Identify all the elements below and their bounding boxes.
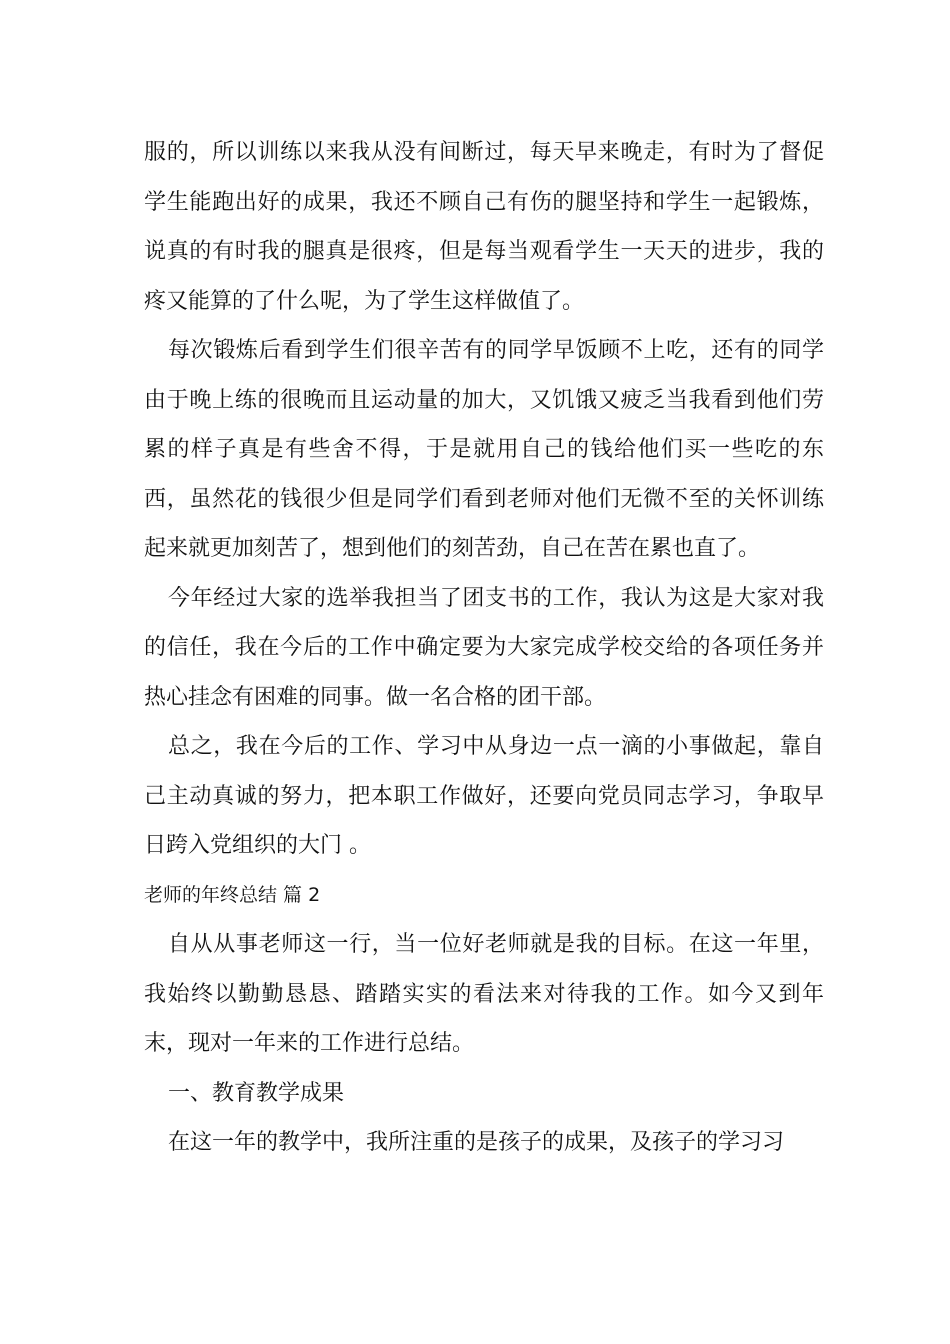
subheading-teaching-results: 一、教育教学成果 [168,1080,345,1106]
paragraph-conclusion: 总之，我在今后的工作、学习中从身边一点一滴的小事做起，靠自己主动真诚的努力，把本职工作做好，还要向党员同志学习，争取早日跨入党组织的大门 。 [144,734,824,858]
section-title: 老师的年终总结 篇 2 [144,883,321,906]
document-page [144,128,824,1168]
paragraph-teaching: 在这一年的教学中，我所注重的是孩子的成果，及孩子的学习习 [168,1130,785,1155]
paragraph-exercise: 每次锻炼后看到学生们很辛苦有的同学早饭顾不上吃，还有的同学由于晚上练的很晚而且运动量的加大，又饥饿又疲乏当我看到他们劳累的样子真是有些舍不得，于是就用自己的钱给他们买一些吃的东西，虽然花的钱很少但是同学们看到老师对他们无微不至的关怀训练起来就更加刻苦了，想到他们的刻苦劲，自己在苦在累也直了。 [144,338,824,561]
paragraph-intro: 自从从事老师这一行，当一位好老师就是我的目标。在这一年里，我始终以勤勤恳恳、踏踏实实的看法来对待我的工作。如今又到年末，现对一年来的工作进行总结。 [144,932,824,1056]
paragraph-league-secretary: 今年经过大家的选举我担当了团支书的工作，我认为这是大家对我的信任，我在今后的工作中确定要为大家完成学校交给的各项任务并热心挂念有困难的同事。做一名合格的团干部。 [144,585,824,710]
paragraph-continuation: 服的，所以训练以来我从没有间断过，每天早来晚走，有时为了督促学生能跑出好的成果，我还不顾自己有伤的腿坚持和学生一起锻炼，说真的有时我的腿真是很疼，但是每当观看学生一天天的进步，我的疼又能算的了什么呢，为了学生这样做值了。 [144,140,824,314]
